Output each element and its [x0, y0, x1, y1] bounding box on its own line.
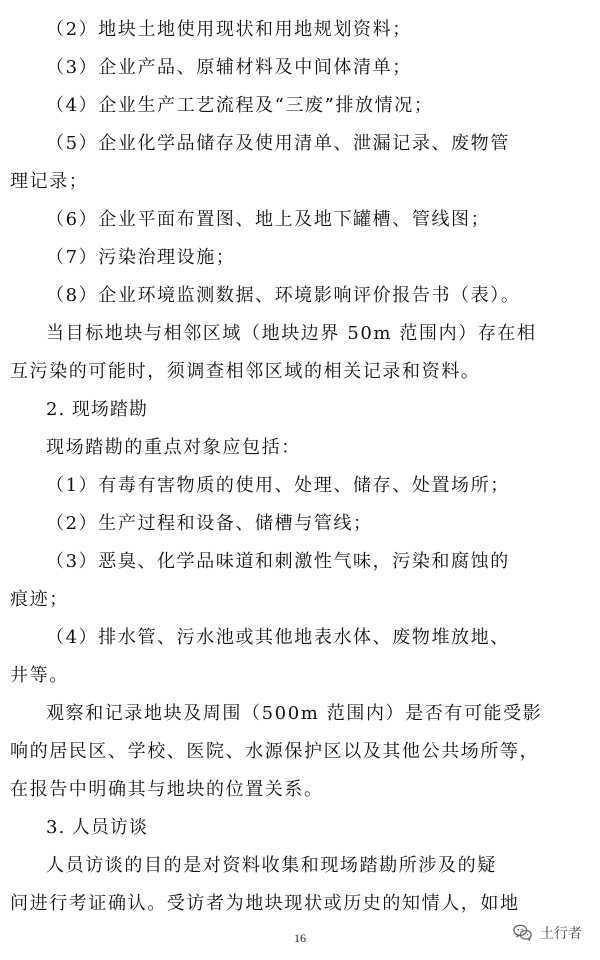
text-line: 观察和记录地块及周围（500m 范围内）是否有可能受影: [46, 703, 543, 724]
text-line: 痕迹；: [10, 589, 69, 610]
text-line: 互污染的可能时，须调查相邻区域的相关记录和资料。: [10, 361, 481, 382]
text-line: （6）企业平面布置图、地上及地下罐槽、管线图；: [46, 209, 491, 230]
text-line: （8）企业环境监测数据、环境影响评价报告书（表）。: [46, 285, 521, 306]
page-number: 16: [294, 931, 306, 945]
text-line: 响的居民区、学校、医院、水源保护区以及其他公共场所等，: [10, 741, 540, 762]
text-line: 井等。: [10, 665, 69, 686]
text-line: （3）恶臭、化学品味道和刺激性气味，污染和腐蚀的: [46, 551, 510, 572]
watermark-text: 土行者: [540, 926, 582, 942]
text-line: （2）生产过程和设备、储槽与管线；: [46, 513, 373, 534]
text-line: （5）企业化学品储存及使用清单、泄漏记录、废物管: [46, 133, 510, 154]
text-line: 理记录；: [10, 171, 89, 192]
text-line: （4）排水管、污水池或其他地表水体、废物堆放地、: [46, 627, 510, 648]
text-line: 现场踏勘的重点对象应包括：: [46, 437, 301, 458]
text-line: 在报告中明确其与地块的位置关系。: [10, 779, 324, 800]
text-line: （1）有毒有害物质的使用、处理、储存、处置场所；: [46, 475, 510, 496]
wechat-icon: [512, 922, 534, 944]
text-line: 问进行考证确认。受访者为地块现状或历史的知情人，如地: [10, 893, 520, 914]
section-heading: 2. 现场踏勘: [46, 399, 148, 420]
text-line: （7）污染治理设施；: [46, 247, 236, 268]
text-line: 人员访谈的目的是对资料收集和现场踏勘所涉及的疑: [46, 855, 497, 876]
text-line: 当目标地块与相邻区域（地块边界 50m 范围内）存在相: [46, 323, 537, 344]
watermark: [512, 922, 582, 944]
section-heading: 3. 人员访谈: [46, 817, 148, 838]
text-line: （2）地块土地使用现状和用地规划资料；: [46, 19, 412, 40]
text-line: （3）企业产品、原辅材料及中间体清单；: [46, 57, 412, 78]
text-line: （4）企业生产工艺流程及“三废”排放情况；: [46, 95, 434, 116]
